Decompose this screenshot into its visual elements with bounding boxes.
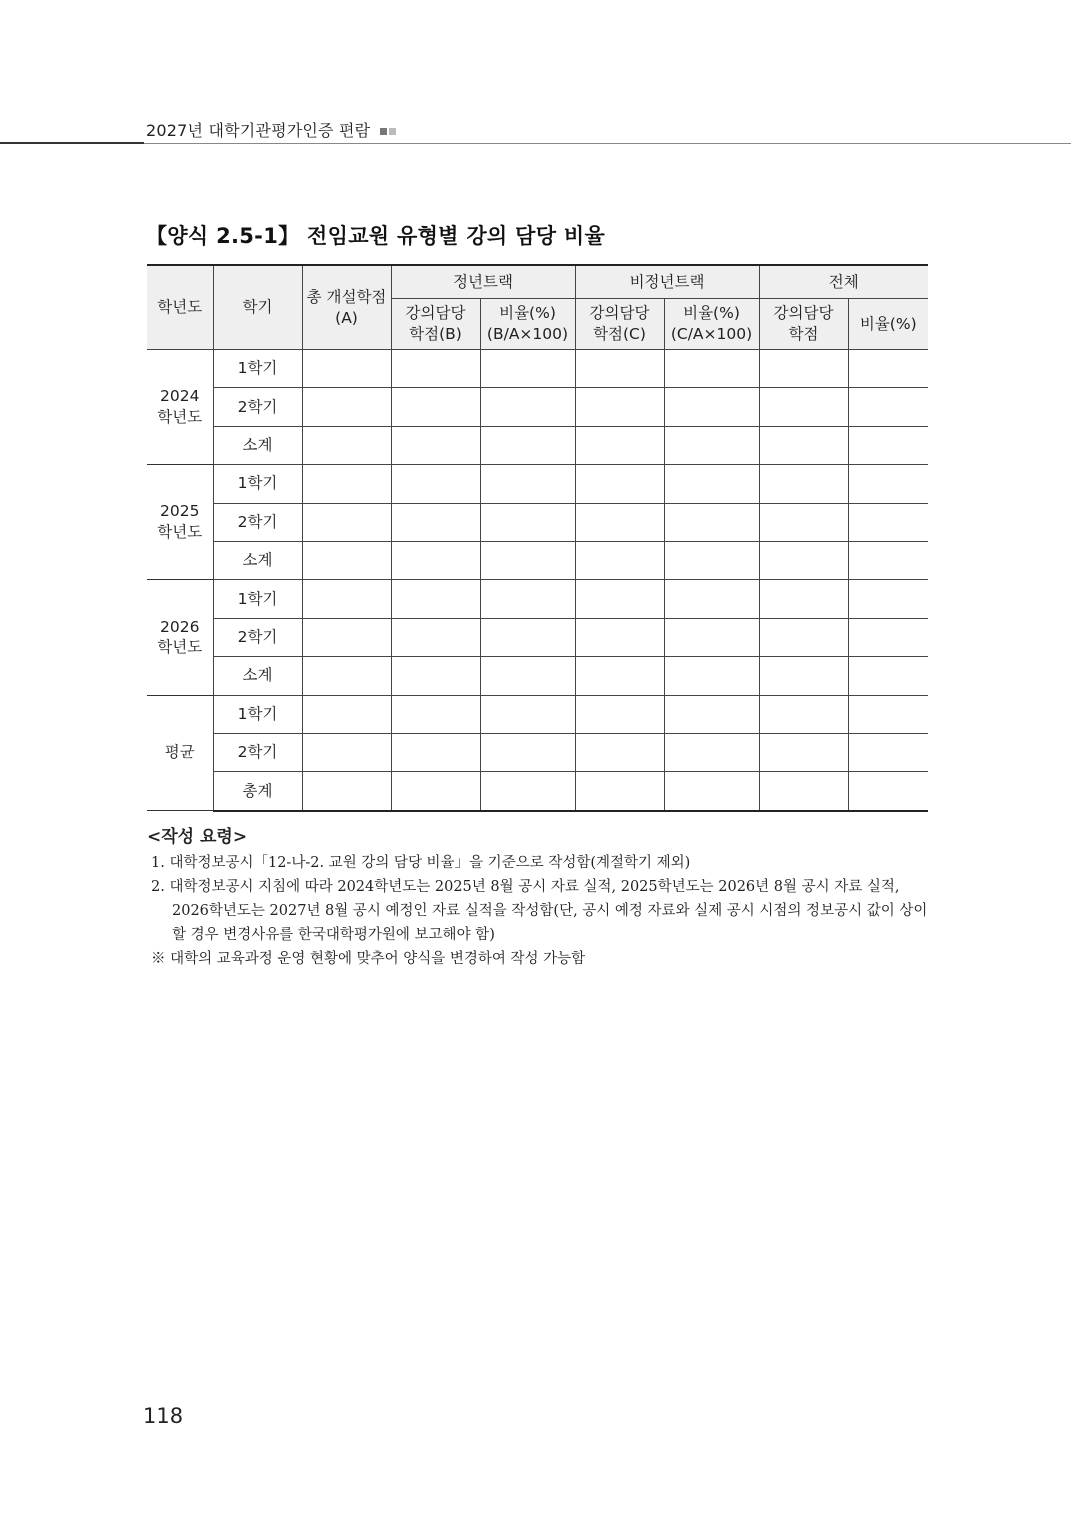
tenure-ratio-cell[interactable] — [480, 388, 575, 426]
tenure-ratio-cell[interactable] — [480, 580, 575, 618]
col-group-overall: 전체 — [759, 265, 928, 299]
overall-ratio-cell[interactable] — [848, 772, 928, 811]
overall-credits-cell[interactable] — [759, 657, 848, 695]
tenure-credits-cell[interactable] — [391, 426, 480, 464]
year-cell-line1: 2026 — [160, 617, 200, 636]
form-title: 【양식 2.5-1】 전임교원 유형별 강의 담당 비율 — [146, 224, 606, 248]
overall-credits-cell[interactable] — [759, 503, 848, 541]
tenure-credits-cell[interactable] — [391, 657, 480, 695]
overall-ratio-cell[interactable] — [848, 580, 928, 618]
tenure-credits-cell[interactable] — [391, 695, 480, 733]
non-tenure-ratio-cell[interactable] — [664, 350, 759, 388]
overall-ratio-cell[interactable] — [848, 426, 928, 464]
overall-credits-cell[interactable] — [759, 388, 848, 426]
table-row — [147, 695, 928, 733]
non-tenure-ratio-cell[interactable] — [664, 541, 759, 579]
non-tenure-ratio-cell[interactable] — [664, 618, 759, 656]
overall-ratio-cell[interactable] — [848, 618, 928, 656]
total-credits-cell[interactable] — [302, 695, 391, 733]
overall-ratio-cell[interactable] — [848, 657, 928, 695]
semester-cell: 2학기 — [213, 733, 302, 771]
tenure-credits-line2: 학점(B) — [409, 325, 462, 343]
non-tenure-ratio-cell[interactable] — [664, 733, 759, 771]
overall-ratio-cell[interactable] — [848, 695, 928, 733]
running-title: 2027년 대학기관평가인증 편람 — [146, 121, 371, 140]
overall-credits-cell[interactable] — [759, 465, 848, 503]
year-cell-line2: 학년도 — [157, 638, 203, 657]
tenure-credits-cell[interactable] — [391, 618, 480, 656]
header-square-icons — [380, 128, 396, 135]
non-tenure-credits-cell[interactable] — [575, 350, 664, 388]
table-row — [147, 541, 928, 579]
guideline-note: ※ 대학의 교육과정 운영 현황에 맞추어 양식을 변경하여 작성 가능함 — [151, 951, 586, 967]
overall-credits-cell[interactable] — [759, 695, 848, 733]
non-tenure-ratio-cell[interactable] — [664, 465, 759, 503]
dark-square-icon — [380, 128, 387, 135]
overall-credits-cell[interactable] — [759, 350, 848, 388]
non-tenure-credits-cell[interactable] — [575, 426, 664, 464]
tenure-ratio-cell[interactable] — [480, 465, 575, 503]
semester-cell: 1학기 — [213, 350, 302, 388]
col-group-non-tenure-track: 비정년트랙 — [575, 265, 759, 299]
non-tenure-credits-cell[interactable] — [575, 733, 664, 771]
tenure-ratio-cell[interactable] — [480, 695, 575, 733]
tenure-ratio-cell[interactable] — [480, 503, 575, 541]
overall-credits-line2: 학점 — [788, 325, 819, 343]
year-cell-line2: 학년도 — [157, 408, 203, 427]
total-credits-cell[interactable] — [302, 465, 391, 503]
tenure-credits-cell[interactable] — [391, 541, 480, 579]
year-cell-line1: 2024 — [160, 387, 200, 406]
non-tenure-credits-line1: 강의담당 — [589, 304, 650, 323]
overall-ratio-cell[interactable] — [848, 388, 928, 426]
guideline-item-1: 1. 대학정보공시「12-나-2. 교원 강의 담당 비율」을 기준으로 작성함(계절학기 제외) — [151, 855, 691, 871]
tenure-ratio-cell[interactable] — [480, 618, 575, 656]
tenure-credits-line1: 강의담당 — [405, 304, 466, 323]
running-header — [146, 118, 396, 141]
total-credits-cell[interactable] — [302, 772, 391, 811]
tenure-credits-cell[interactable] — [391, 465, 480, 503]
semester-cell: 총계 — [213, 772, 302, 811]
non-tenure-ratio-cell[interactable] — [664, 695, 759, 733]
total-credits-cell[interactable] — [302, 503, 391, 541]
overall-ratio-cell[interactable] — [848, 541, 928, 579]
non-tenure-credits-cell[interactable] — [575, 580, 664, 618]
total-credits-cell[interactable] — [302, 733, 391, 771]
semester-cell: 1학기 — [213, 465, 302, 503]
total-credits-cell[interactable] — [302, 426, 391, 464]
table-row — [147, 503, 928, 541]
overall-ratio-cell[interactable] — [848, 503, 928, 541]
table-row — [147, 580, 928, 618]
non-tenure-ratio-cell[interactable] — [664, 503, 759, 541]
tenure-credits-cell[interactable] — [391, 388, 480, 426]
tenure-ratio-cell[interactable] — [480, 541, 575, 579]
semester-cell: 2학기 — [213, 503, 302, 541]
semester-cell: 소계 — [213, 426, 302, 464]
overall-credits-line1: 강의담당 — [773, 304, 834, 323]
overall-credits-cell[interactable] — [759, 772, 848, 811]
tenure-ratio-cell[interactable] — [480, 772, 575, 811]
guideline-item-2: 2. 대학정보공시 지침에 따라 2024학년도는 2025년 8월 공시 자료 실적, 2025학년도는 2026년 8월 공시 자료 실적, 2026학년도는 2027년 8월 공시 예정인 자료 실적을 작성함(단, 공시 예정 자료와 실제 공시 시점의 정보공시 값이 상이할 경우 변경사유를 한국대학평가원에 보고해야 함) — [151, 879, 928, 943]
credit-ratio-table — [147, 264, 928, 812]
col-header-total-credits — [302, 265, 391, 350]
header-rule-thick — [0, 142, 144, 144]
year-cell — [147, 350, 213, 465]
semester-cell: 소계 — [213, 541, 302, 579]
total-credits-cell[interactable] — [302, 580, 391, 618]
table-row — [147, 350, 928, 388]
semester-cell: 소계 — [213, 657, 302, 695]
table-row — [147, 772, 928, 811]
col-header-semester: 학기 — [213, 265, 302, 350]
non-tenure-credits-cell[interactable] — [575, 695, 664, 733]
tenure-ratio-cell[interactable] — [480, 426, 575, 464]
tenure-ratio-line2: (B/A×100) — [486, 325, 569, 343]
tenure-ratio-cell[interactable] — [480, 733, 575, 771]
overall-credits-cell[interactable] — [759, 426, 848, 464]
tenure-credits-cell[interactable] — [391, 503, 480, 541]
table-row — [147, 388, 928, 426]
total-credits-cell[interactable] — [302, 657, 391, 695]
non-tenure-credits-cell[interactable] — [575, 618, 664, 656]
col-header-tenure-credits — [391, 299, 480, 350]
col-header-non-tenure-ratio — [664, 299, 759, 350]
non-tenure-credits-cell[interactable] — [575, 503, 664, 541]
overall-credits-cell[interactable] — [759, 733, 848, 771]
non-tenure-credits-cell[interactable] — [575, 541, 664, 579]
non-tenure-ratio-line2: (C/A×100) — [670, 325, 753, 343]
light-square-icon — [389, 128, 396, 135]
table-row — [147, 465, 928, 503]
semester-cell: 2학기 — [213, 388, 302, 426]
total-credits-cell[interactable] — [302, 541, 391, 579]
non-tenure-credits-cell[interactable] — [575, 657, 664, 695]
non-tenure-credits-line2: 학점(C) — [593, 325, 646, 343]
tenure-credits-cell[interactable] — [391, 580, 480, 618]
page-number: 118 — [143, 1404, 184, 1428]
table-row — [147, 426, 928, 464]
non-tenure-ratio-line1: 비율(%) — [683, 304, 740, 323]
col-header-overall-ratio: 비율(%) — [848, 299, 928, 350]
table-body — [147, 350, 928, 811]
semester-cell: 2학기 — [213, 618, 302, 656]
table-row — [147, 618, 928, 656]
table-row — [147, 733, 928, 771]
overall-credits-cell[interactable] — [759, 580, 848, 618]
overall-credits-cell[interactable] — [759, 541, 848, 579]
year-cell-line2: 학년도 — [157, 523, 203, 542]
header-rule-thin — [144, 143, 1071, 144]
total-credits-cell[interactable] — [302, 388, 391, 426]
tenure-ratio-line1: 비율(%) — [499, 304, 556, 323]
col-header-tenure-ratio — [480, 299, 575, 350]
non-tenure-ratio-cell[interactable] — [664, 388, 759, 426]
tenure-credits-cell[interactable] — [391, 350, 480, 388]
col-header-non-tenure-credits — [575, 299, 664, 350]
total-credits-cell[interactable] — [302, 350, 391, 388]
overall-ratio-cell[interactable] — [848, 733, 928, 771]
non-tenure-ratio-cell[interactable] — [664, 772, 759, 811]
tenure-ratio-cell[interactable] — [480, 657, 575, 695]
writing-guidelines — [147, 822, 937, 971]
non-tenure-ratio-cell[interactable] — [664, 426, 759, 464]
total-credits-line1: 총 개설학점 — [306, 287, 387, 306]
year-cell — [147, 695, 213, 811]
tenure-credits-cell[interactable] — [391, 733, 480, 771]
year-cell-line1: 2025 — [160, 502, 200, 521]
non-tenure-credits-cell[interactable] — [575, 388, 664, 426]
year-cell-line1: 평균 — [164, 743, 195, 762]
year-cell — [147, 580, 213, 695]
semester-cell: 1학기 — [213, 580, 302, 618]
total-credits-cell[interactable] — [302, 618, 391, 656]
overall-credits-cell[interactable] — [759, 618, 848, 656]
tenure-ratio-cell[interactable] — [480, 350, 575, 388]
guidelines-title: <작성 요령> — [147, 827, 248, 847]
col-header-year: 학년도 — [147, 265, 213, 350]
overall-ratio-cell[interactable] — [848, 350, 928, 388]
non-tenure-ratio-cell[interactable] — [664, 657, 759, 695]
non-tenure-credits-cell[interactable] — [575, 772, 664, 811]
col-header-overall-credits — [759, 299, 848, 350]
table-row — [147, 657, 928, 695]
year-cell — [147, 465, 213, 580]
header-row-groups — [147, 265, 928, 299]
overall-ratio-cell[interactable] — [848, 465, 928, 503]
total-credits-line2: (A) — [335, 308, 358, 327]
semester-cell: 1학기 — [213, 695, 302, 733]
col-group-tenure-track: 정년트랙 — [391, 265, 575, 299]
non-tenure-credits-cell[interactable] — [575, 465, 664, 503]
tenure-credits-cell[interactable] — [391, 772, 480, 811]
non-tenure-ratio-cell[interactable] — [664, 580, 759, 618]
